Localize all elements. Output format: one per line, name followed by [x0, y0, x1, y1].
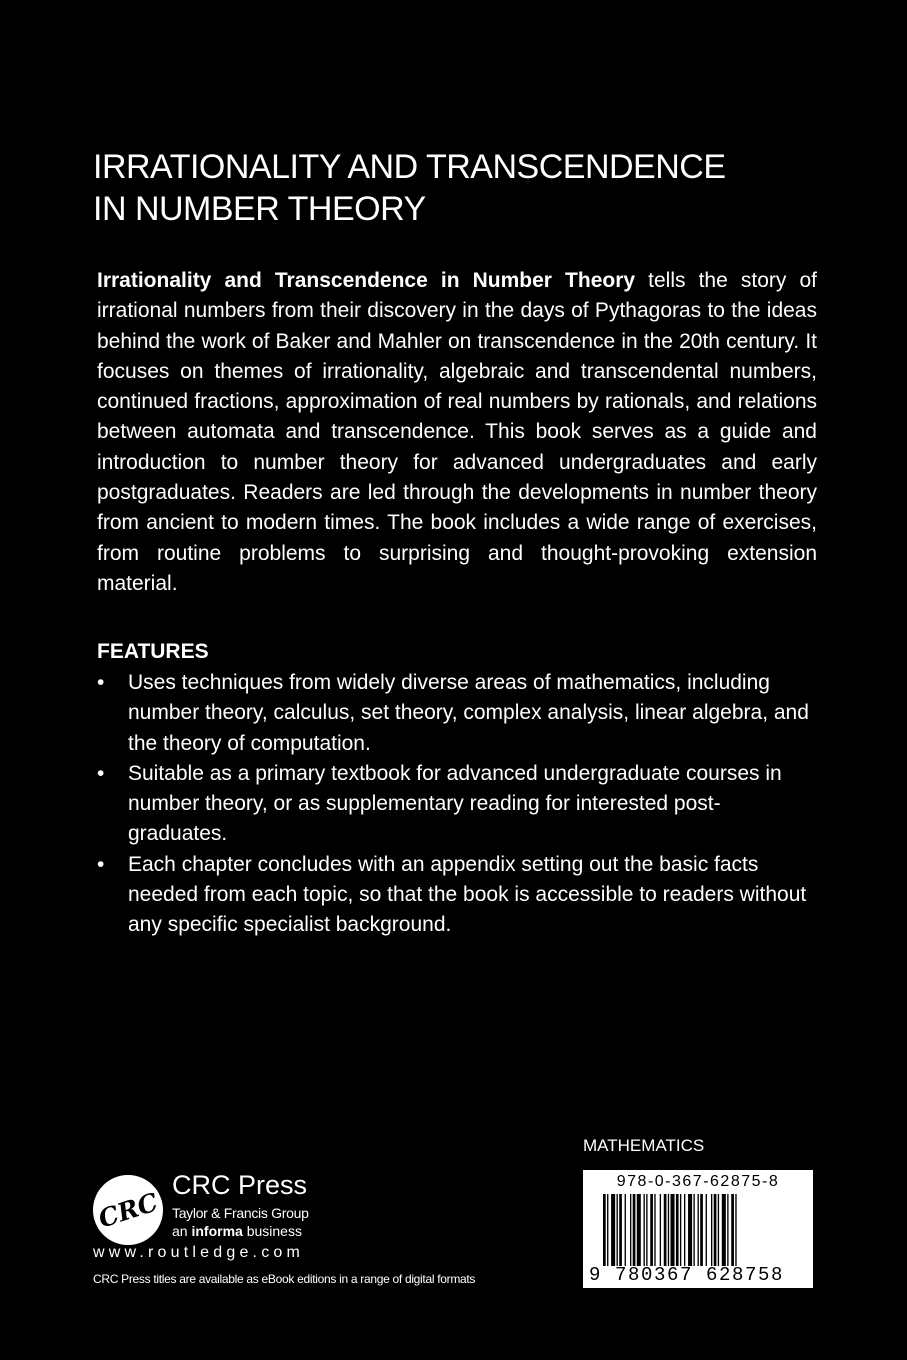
crc-logo-icon — [92, 1174, 164, 1246]
barcode-icon — [603, 1194, 807, 1266]
book-title-line-2: IN NUMBER THEORY — [93, 190, 426, 228]
isbn-number: 978-0-367-62875-8 — [616, 1173, 780, 1190]
barcode-bar — [644, 1194, 645, 1266]
feature-item — [97, 668, 817, 759]
barcode-bar — [688, 1194, 692, 1266]
isbn-barcode — [583, 1170, 813, 1288]
barcode-bar — [735, 1194, 736, 1266]
barcode-bar — [607, 1194, 608, 1266]
barcode-bar — [698, 1194, 699, 1266]
svg-text:CRC: CRC — [94, 1187, 162, 1234]
barcode-bar — [668, 1194, 669, 1266]
barcode-bar — [633, 1194, 636, 1266]
barcode-bar — [654, 1194, 655, 1266]
barcode-bar — [603, 1194, 606, 1266]
barcode-bar — [700, 1194, 703, 1266]
barcode-bar — [718, 1194, 719, 1266]
barcode-bar — [711, 1194, 712, 1266]
book-title — [93, 146, 813, 230]
barcode-bar — [714, 1194, 717, 1266]
features-heading: FEATURES — [97, 640, 209, 663]
feature-text: Each chapter concludes with an appendix setting out the basic facts needed from each topic, so that the book is accessible to readers without any specific specialist background. — [128, 852, 807, 937]
barcode-bar — [650, 1194, 653, 1266]
barcode-bar — [684, 1194, 685, 1266]
barcode-bar — [630, 1194, 631, 1266]
publisher-website: www.routledge.com — [93, 1244, 305, 1261]
barcode-bar — [680, 1194, 681, 1266]
ean-number: 9 780367 628758 — [589, 1264, 785, 1286]
barcode-bar — [722, 1194, 726, 1266]
barcode-bar — [660, 1194, 661, 1266]
barcode-bar — [625, 1194, 626, 1266]
barcode-bar — [637, 1194, 641, 1266]
description-text: tells the story of irrational numbers from their discovery in the days of Pythagoras to the ideas behind the work of Baker and Mahler on transcendence in the 20th century. It focuses on themes of irrationality, algebraic and transcendental numbers, continued fractions, approximation of real numbers by rationals, and relations between automata and transcendence. This book serves as a guide and introduction to number theory for advanced undergraduates and early postgraduates. Readers are led through the developments in number theory from ancient to modern times. The book includes a wide range of exercises, from routine problems to surprising and thought-provoking extension material. — [97, 269, 817, 595]
description-paragraph — [97, 266, 817, 599]
barcode-bar — [706, 1194, 707, 1266]
feature-item — [97, 850, 817, 941]
barcode-bar — [671, 1194, 675, 1266]
barcode-bar — [693, 1194, 694, 1266]
barcode-bar — [664, 1194, 667, 1266]
barcode-bar — [617, 1194, 618, 1266]
barcode-bar — [646, 1194, 647, 1266]
publisher-group: Taylor & Francis Group — [172, 1205, 309, 1221]
barcode-bar — [727, 1194, 728, 1266]
barcode-bar — [611, 1194, 615, 1266]
barcode-bar — [731, 1194, 734, 1266]
description-book-title: Irrationality and Transcendence in Number Theory — [97, 269, 636, 292]
publisher-name: CRC Press — [172, 1170, 308, 1200]
feature-text: Uses techniques from widely diverse areas of mathematics, including number theory, calculus, set theory, complex analysis, linear algebra, and the theory of computation. — [128, 671, 809, 755]
book-title-line-1: IRRATIONALITY AND TRANSCENDENCE — [93, 148, 726, 186]
bullet-icon: • — [97, 852, 105, 876]
feature-item — [97, 759, 817, 850]
ebook-note: CRC Press titles are available as eBook editions in a range of digital formats — [93, 1272, 476, 1286]
barcode-bar — [619, 1194, 622, 1266]
subject-label: MATHEMATICS — [583, 1136, 705, 1155]
bullet-icon: • — [97, 761, 105, 785]
barcode-bar — [676, 1194, 679, 1266]
features-list — [97, 668, 817, 941]
feature-text: Suitable as a primary textbook for advanced undergraduate courses in number theory, or as supplementary reading for interested post-graduates. — [128, 761, 782, 846]
publisher-business: an informa business — [172, 1223, 302, 1239]
bullet-icon: • — [97, 671, 105, 694]
